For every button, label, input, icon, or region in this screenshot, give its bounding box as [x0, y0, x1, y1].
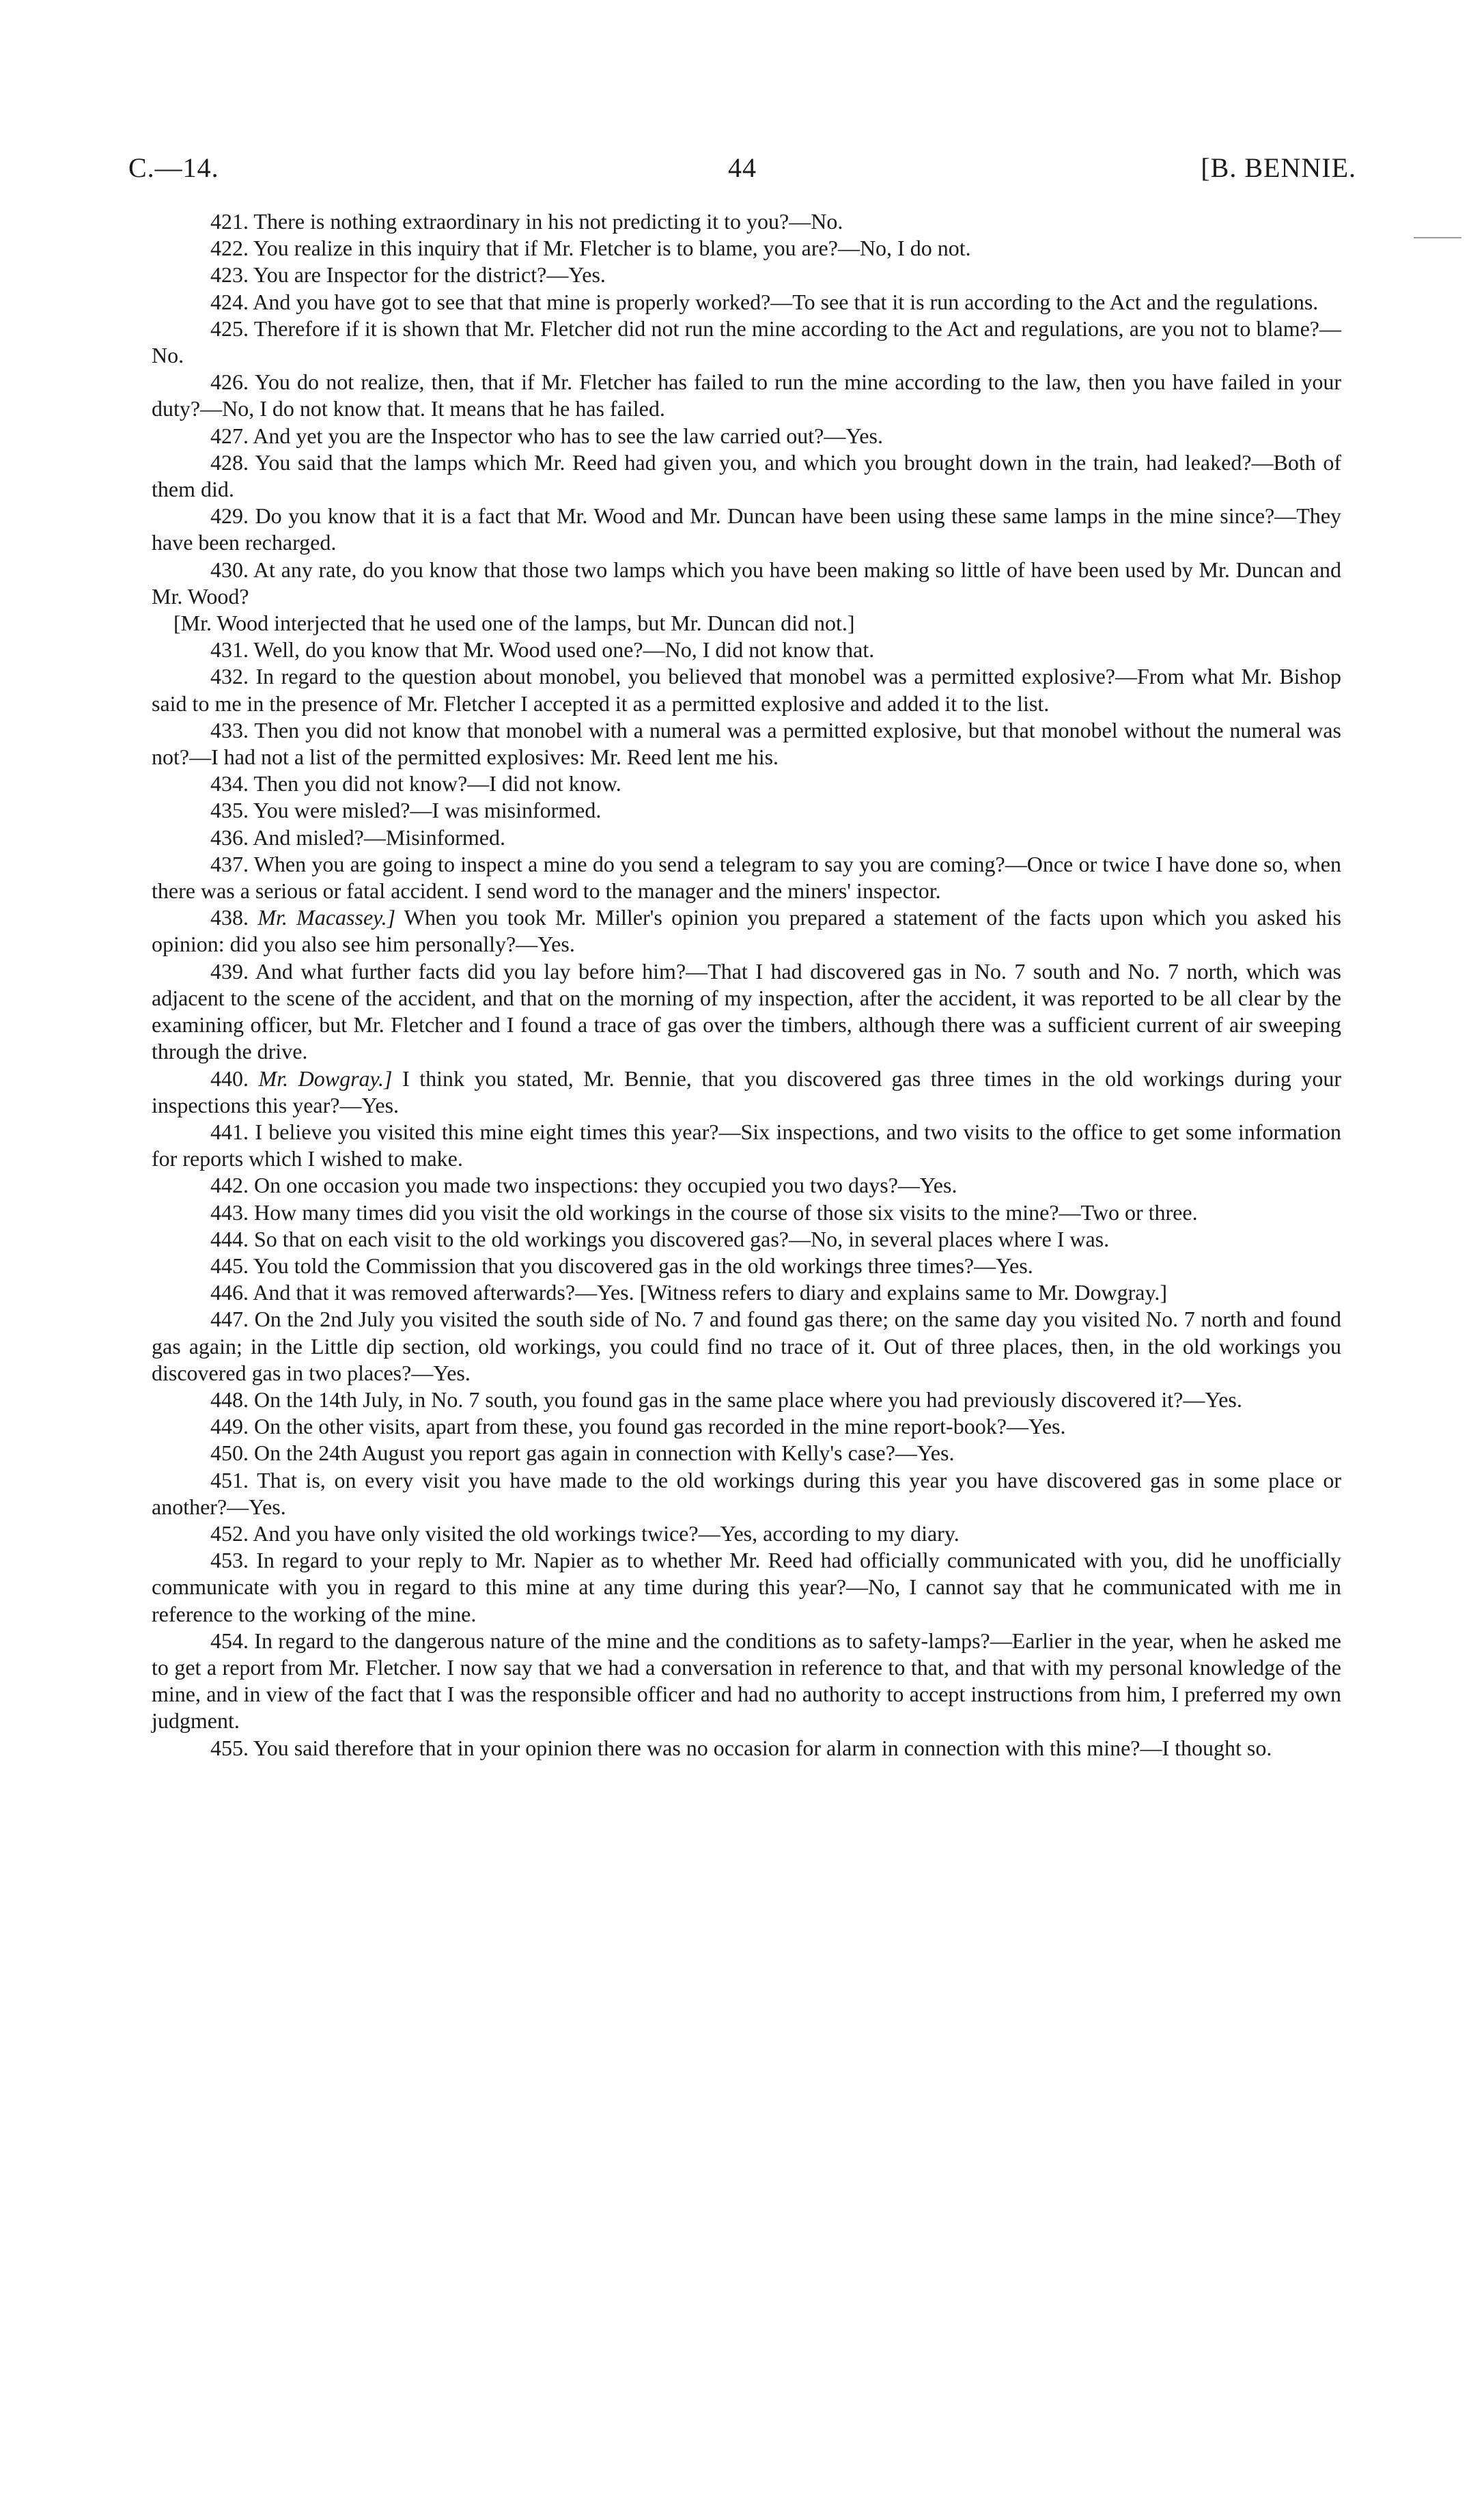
question-answer-paragraph	[152, 904, 1341, 958]
paragraph-text: You realize in this inquiry that if Mr. Fletcher is to blame, you are?—No, I do not.	[253, 236, 971, 261]
question-answer-paragraph	[152, 851, 1341, 904]
question-answer-paragraph	[152, 208, 1341, 235]
paragraph-text: On the 14th July, in No. 7 south, you found gas in the same place where you had previously discovered it?—Yes.	[254, 1387, 1242, 1412]
paragraph-text: And you have got to see that that mine is properly worked?—To see that it is run according to the Act and the regulations.	[253, 289, 1319, 314]
margin-mark	[1414, 237, 1461, 238]
paragraph-text: In regard to the dangerous nature of the mine and the conditions as to safety-lamps?—Earlier in the year, when he asked me to get a report from Mr. Fletcher. I now say that we had a conversation in reference to that, and that with my personal knowledge of the mine, and in view of the fact that I was the responsible officer and had no authority to accept instructions from him, I preferred my own judgment.	[152, 1628, 1342, 1734]
question-number: 452.	[210, 1520, 249, 1546]
question-answer-paragraph	[152, 557, 1341, 610]
question-number: 449.	[210, 1414, 249, 1439]
paragraph-text: In regard to the question about monobel, you believed that monobel was a permitted explosive?—From what Mr. Bishop said to me in the presence of Mr. Fletcher I accepted it as a permitted explosive and added it to the list.	[152, 664, 1342, 716]
paragraph-text: How many times did you visit the old workings in the course of those six visits to the mine?—Two or three.	[254, 1199, 1198, 1225]
question-answer-paragraph	[152, 1413, 1341, 1440]
question-number: 445.	[210, 1253, 249, 1278]
question-answer-paragraph	[152, 663, 1341, 717]
question-answer-paragraph	[152, 1440, 1341, 1466]
speaker-label: Mr. Dowgray.]	[258, 1066, 393, 1091]
paragraph-text: When you took Mr. Miller's opinion you prepared a statement of the facts upon which you asked his opinion: did you also see him personally?—Yes.	[152, 905, 1342, 957]
question-answer-paragraph	[152, 1199, 1341, 1226]
paragraph-text: You said that the lamps which Mr. Reed had given you, and which you brought down in the train, had leaked?—Both of them did.	[152, 449, 1342, 502]
paragraph-text: Well, do you know that Mr. Wood used one?—No, I did not know that.	[253, 637, 875, 663]
question-answer-paragraph	[152, 824, 1341, 851]
question-number: 443.	[210, 1199, 249, 1225]
paragraph-text: On the other visits, apart from these, you found gas recorded in the mine report-book?—Yes.	[254, 1414, 1066, 1439]
paragraph-text: I think you stated, Mr. Bennie, that you discovered gas three times in the old workings during your inspections this year?—Yes.	[152, 1066, 1342, 1117]
question-answer-paragraph	[152, 503, 1341, 556]
question-number: 428.	[210, 449, 249, 475]
paragraph-text: At any rate, do you know that those two lamps which you have been making so little of have been used by Mr. Duncan and Mr. Wood?	[152, 557, 1342, 609]
question-answer-paragraph	[152, 1306, 1341, 1387]
document-body	[152, 208, 1341, 1762]
question-answer-paragraph	[152, 1628, 1341, 1735]
question-number: 432.	[210, 664, 249, 689]
question-number: 441.	[210, 1119, 249, 1144]
question-answer-paragraph	[152, 1119, 1341, 1172]
paragraph-text: So that on each visit to the old workings you discovered gas?—No, in several places where I was.	[254, 1226, 1110, 1251]
paragraph-text: Therefore if it is shown that Mr. Fletcher did not run the mine according to the Act and regulations, are you not to blame?—No.	[152, 316, 1342, 368]
paragraph-text: In regard to your reply to Mr. Napier as to whether Mr. Reed had officially communicated with you, did he unofficially communicate with you in regard to this mine at any time during this year?—No, I cannot say that he communicated with me in reference to the working of the mine.	[152, 1548, 1342, 1626]
question-number: 442.	[210, 1173, 249, 1198]
question-answer-paragraph	[152, 235, 1341, 262]
paragraph-text: And misled?—Misinformed.	[253, 824, 505, 850]
question-answer-paragraph	[152, 1547, 1341, 1628]
paragraph-text: And that it was removed afterwards?—Yes. [Witness refers to diary and explains same to Mr. Dowgray.]	[253, 1280, 1168, 1305]
question-answer-paragraph	[152, 1172, 1341, 1199]
question-answer-paragraph	[152, 770, 1341, 797]
paragraph-text: And you have only visited the old workings twice?—Yes, according to my diary.	[253, 1520, 960, 1546]
page-header	[128, 152, 1356, 193]
paragraph-text: You told the Commission that you discovered gas in the old workings three times?—Yes.	[253, 1253, 1033, 1278]
question-answer-paragraph	[152, 262, 1341, 288]
report-code: C.—14.	[128, 152, 219, 183]
paragraph-text: Then you did not know that monobel with a numeral was a permitted explosive, but that monobel without the numeral was not?—I had not a list of the permitted explosives: Mr. Reed lent me his.	[152, 717, 1342, 770]
paragraph-text: You said therefore that in your opinion there was no occasion for alarm in connection with this mine?—I thought so.	[253, 1735, 1272, 1760]
question-number: 421.	[210, 209, 249, 234]
question-number: 437.	[210, 851, 249, 876]
question-answer-paragraph	[152, 717, 1341, 770]
paragraph-text: There is nothing extraordinary in his not predicting it to you?—No.	[253, 209, 843, 234]
question-answer-paragraph	[152, 449, 1341, 503]
question-number: 450.	[210, 1441, 249, 1466]
paragraph-text: [Mr. Wood interjected that he used one of the lamps, but Mr. Duncan did not.]	[173, 611, 855, 636]
paragraph-text: On the 24th August you report gas again in connection with Kelly's case?—Yes.	[254, 1441, 955, 1466]
question-number: 454.	[210, 1628, 249, 1653]
paragraph-text: That is, on every visit you have made to the old workings during this year you have discovered gas in some place or another?—Yes.	[152, 1467, 1342, 1519]
question-number: 435.	[210, 798, 249, 823]
paragraph-text: You do not realize, then, that if Mr. Fletcher has failed to run the mine according to the law, then you have failed in your duty?—No, I do not know that. It means that he has failed.	[152, 370, 1342, 421]
paragraph-text: I believe you visited this mine eight times this year?—Six inspections, and two visits to the office to get some information for reports which I wished to make.	[152, 1119, 1342, 1171]
paragraph-text: When you are going to inspect a mine do you send a telegram to say you are coming?—Once or twice I have done so, when there was a serious or fatal accident. I send word to the manager and the miners' inspector.	[152, 851, 1342, 904]
paragraph-text: On the 2nd July you visited the south side of No. 7 and found gas there; on the same day you visited No. 7 north and found gas again; in the Little dip section, old workings, you could find no trace of it. Out of three places, then, in the old workings you discovered gas in two places?—Yes.	[152, 1307, 1342, 1385]
question-number: 427.	[210, 423, 249, 448]
paragraph-text: On one occasion you made two inspections: they occupied you two days?—Yes.	[254, 1173, 957, 1198]
paragraph-text: You were misled?—I was misinformed.	[253, 798, 602, 823]
question-number: 446.	[210, 1280, 249, 1305]
question-answer-paragraph	[152, 958, 1341, 1066]
question-number: 430.	[210, 557, 249, 582]
question-number: 439.	[210, 958, 249, 984]
question-answer-paragraph	[152, 1066, 1341, 1119]
question-number: 425.	[210, 316, 249, 341]
question-number: 433.	[210, 717, 249, 742]
speaker-label: Mr. Macassey.]	[257, 905, 396, 930]
question-answer-paragraph	[152, 369, 1341, 422]
question-number: 444.	[210, 1226, 249, 1251]
question-number: 440.	[210, 1066, 249, 1091]
question-number: 451.	[210, 1467, 249, 1492]
bracketed-note	[152, 610, 1341, 637]
question-answer-paragraph	[152, 1735, 1341, 1762]
question-answer-paragraph	[152, 1387, 1341, 1413]
question-number: 447.	[210, 1307, 249, 1332]
question-answer-paragraph	[152, 637, 1341, 663]
question-answer-paragraph	[152, 1467, 1341, 1520]
witness-name: [B. BENNIE.	[1201, 152, 1356, 183]
question-answer-paragraph	[152, 1226, 1341, 1253]
question-number: 455.	[210, 1735, 249, 1760]
paragraph-text: Do you know that it is a fact that Mr. Wood and Mr. Duncan have been using these same lamps in the mine since?—They have been recharged.	[152, 503, 1342, 555]
question-answer-paragraph	[152, 1279, 1341, 1306]
paragraph-text: You are Inspector for the district?—Yes.	[253, 262, 606, 288]
question-number: 438.	[210, 905, 249, 930]
question-answer-paragraph	[152, 316, 1341, 369]
question-number: 431.	[210, 637, 249, 663]
question-answer-paragraph	[152, 289, 1341, 316]
question-number: 424.	[210, 289, 249, 314]
question-answer-paragraph	[152, 423, 1341, 449]
question-number: 436.	[210, 824, 249, 850]
question-answer-paragraph	[152, 1253, 1341, 1279]
question-number: 453.	[210, 1548, 249, 1573]
question-number: 426.	[210, 370, 249, 395]
paragraph-text: And what further facts did you lay before him?—That I had discovered gas in No. 7 south and No. 7 north, which was adjacent to the scene of the accident, and that on the morning of my inspection, after the accident, it was reported to be all clear by the examining officer, but Mr. Fletcher and I found a trace of gas over the timbers, although there was a sufficient current of air sweeping through the drive.	[152, 958, 1342, 1064]
question-number: 422.	[210, 236, 249, 261]
paragraph-text: Then you did not know?—I did not know.	[253, 771, 621, 796]
question-number: 448.	[210, 1387, 249, 1412]
question-answer-paragraph	[152, 1520, 1341, 1547]
question-number: 434.	[210, 771, 249, 796]
question-answer-paragraph	[152, 797, 1341, 824]
question-number: 429.	[210, 503, 249, 529]
paragraph-text: And yet you are the Inspector who has to see the law carried out?—Yes.	[253, 423, 883, 448]
page-number: 44	[728, 152, 757, 183]
question-number: 423.	[210, 262, 249, 288]
